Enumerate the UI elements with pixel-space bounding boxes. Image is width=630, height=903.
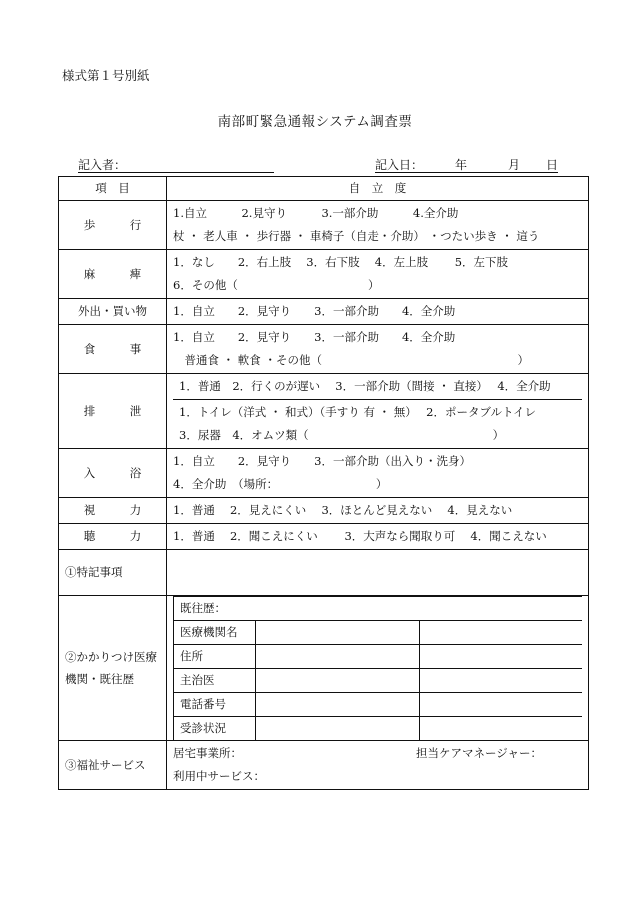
paralysis-line-2: 6．その他（ ） xyxy=(173,278,380,292)
row-vision xyxy=(59,498,589,524)
header-level: 自 立 度 xyxy=(167,177,589,201)
meal-line-2: 普通食 ・ 軟食 ・その他（ ） xyxy=(173,353,529,367)
vision-line-1: 1．普通 2．見えにくい 3．ほとんど見えない 4．見えない xyxy=(173,503,513,517)
vision-label: 視 力 xyxy=(59,498,167,524)
meal-options[interactable] xyxy=(167,325,589,374)
hearing-line-1: 1．普通 2．聞こえにくい 3．大声なら聞取り可 4．聞こえない xyxy=(173,529,547,543)
paralysis-label: 麻 痺 xyxy=(59,250,167,299)
row-paralysis xyxy=(59,250,589,299)
status-label: 受診状況 xyxy=(174,717,256,741)
doctor-field-2[interactable] xyxy=(420,669,583,693)
survey-table xyxy=(58,176,589,790)
medical-label-text: ②かかりつけ医療機関・既往歴 xyxy=(65,650,157,686)
phone-field-1[interactable] xyxy=(256,693,420,717)
welfare-section[interactable] xyxy=(167,741,589,790)
date-day-label: 日 xyxy=(546,158,559,172)
row-hearing xyxy=(59,524,589,550)
status-field-1[interactable] xyxy=(256,717,420,741)
welfare-services-label: 利用中サービス： xyxy=(173,769,265,783)
walking-options[interactable] xyxy=(167,201,589,250)
excretion-line-1: 1．普通 2．行くのが遅い 3．一部介助（間接 ・ 直接） 4．全介助 xyxy=(179,379,551,393)
welfare-office-label: 居宅事業所： xyxy=(173,746,242,760)
doctor-label: 主治医 xyxy=(174,669,256,693)
notes-field[interactable] xyxy=(167,550,589,596)
institution-field-1[interactable] xyxy=(256,621,420,645)
notes-label: ①特記事項 xyxy=(59,550,167,596)
address-field-1[interactable] xyxy=(256,645,420,669)
walking-label: 歩 行 xyxy=(59,201,167,250)
paralysis-line-1: 1．なし 2．右上肢 3．右下肢 4．左上肢 5．左下肢 xyxy=(173,255,509,269)
institution-label: 医療機関名 xyxy=(174,621,256,645)
phone-field-2[interactable] xyxy=(420,693,583,717)
phone-label: 電話番号 xyxy=(174,693,256,717)
vision-options[interactable] xyxy=(167,498,589,524)
meal-line-1: 1．自立 2．見守り 3．一部介助 4．全介助 xyxy=(173,330,456,344)
address-field-2[interactable] xyxy=(420,645,583,669)
walking-line-1: 1.自立 2.見守り 3.一部介助 4.全介助 xyxy=(173,206,459,220)
row-walking xyxy=(59,201,589,250)
date-field[interactable] xyxy=(375,172,558,173)
excretion-line-2: 1．トイレ（洋式 ・ 和式）（手すり 有 ・ 無） 2．ポータブルトイレ xyxy=(179,405,536,419)
shopping-label: 外出・買い物 xyxy=(59,299,167,325)
welfare-label: ③福祉サービス xyxy=(59,741,167,790)
shopping-line-1: 1．自立 2．見守り 3．一部介助 4．全介助 xyxy=(173,304,456,318)
row-excretion xyxy=(59,374,589,449)
row-welfare xyxy=(59,741,589,790)
form-number: 様式第１号別紙 xyxy=(62,68,150,83)
row-notes xyxy=(59,550,589,596)
date-month-label: 月 xyxy=(508,158,521,172)
address-label: 住所 xyxy=(174,645,256,669)
medical-subtable xyxy=(173,596,582,740)
header-item: 項 目 xyxy=(59,177,167,201)
row-bathing xyxy=(59,449,589,498)
hearing-label: 聴 力 xyxy=(59,524,167,550)
hearing-options[interactable] xyxy=(167,524,589,550)
excretion-line-3: 3．尿器 4．オムツ類（ ） xyxy=(179,428,505,442)
institution-field-2[interactable] xyxy=(420,621,583,645)
walking-line-2: 杖 ・ 老人車 ・ 歩行器 ・ 車椅子（自走・介助） ・つたい歩き ・ 這う xyxy=(173,229,540,243)
medical-section xyxy=(167,596,589,741)
recorder-field[interactable] xyxy=(78,172,274,173)
date-year-label: 年 xyxy=(455,158,468,172)
excretion-options[interactable] xyxy=(167,374,589,449)
doctor-field-1[interactable] xyxy=(256,669,420,693)
row-meal xyxy=(59,325,589,374)
excretion-label: 排 泄 xyxy=(59,374,167,449)
page-title: 南部町緊急通報システム調査票 xyxy=(217,114,413,130)
row-medical xyxy=(59,596,589,741)
meal-label: 食 事 xyxy=(59,325,167,374)
history-label[interactable]: 既往歴： xyxy=(174,597,583,621)
bathing-options[interactable] xyxy=(167,449,589,498)
welfare-manager-label: 担当ケアマネージャー： xyxy=(415,746,542,760)
bathing-line-2: 4．全介助 （場所： ） xyxy=(173,477,388,491)
row-shopping xyxy=(59,299,589,325)
bathing-label: 入 浴 xyxy=(59,449,167,498)
status-field-2[interactable] xyxy=(420,717,583,741)
paralysis-options[interactable] xyxy=(167,250,589,299)
date-label: 記入日： xyxy=(375,158,424,172)
bathing-line-1: 1．自立 2．見守り 3．一部介助（出入り・洗身） xyxy=(173,454,471,468)
medical-label xyxy=(59,596,167,741)
recorder-label: 記入者： xyxy=(78,158,127,172)
shopping-options[interactable] xyxy=(167,299,589,325)
